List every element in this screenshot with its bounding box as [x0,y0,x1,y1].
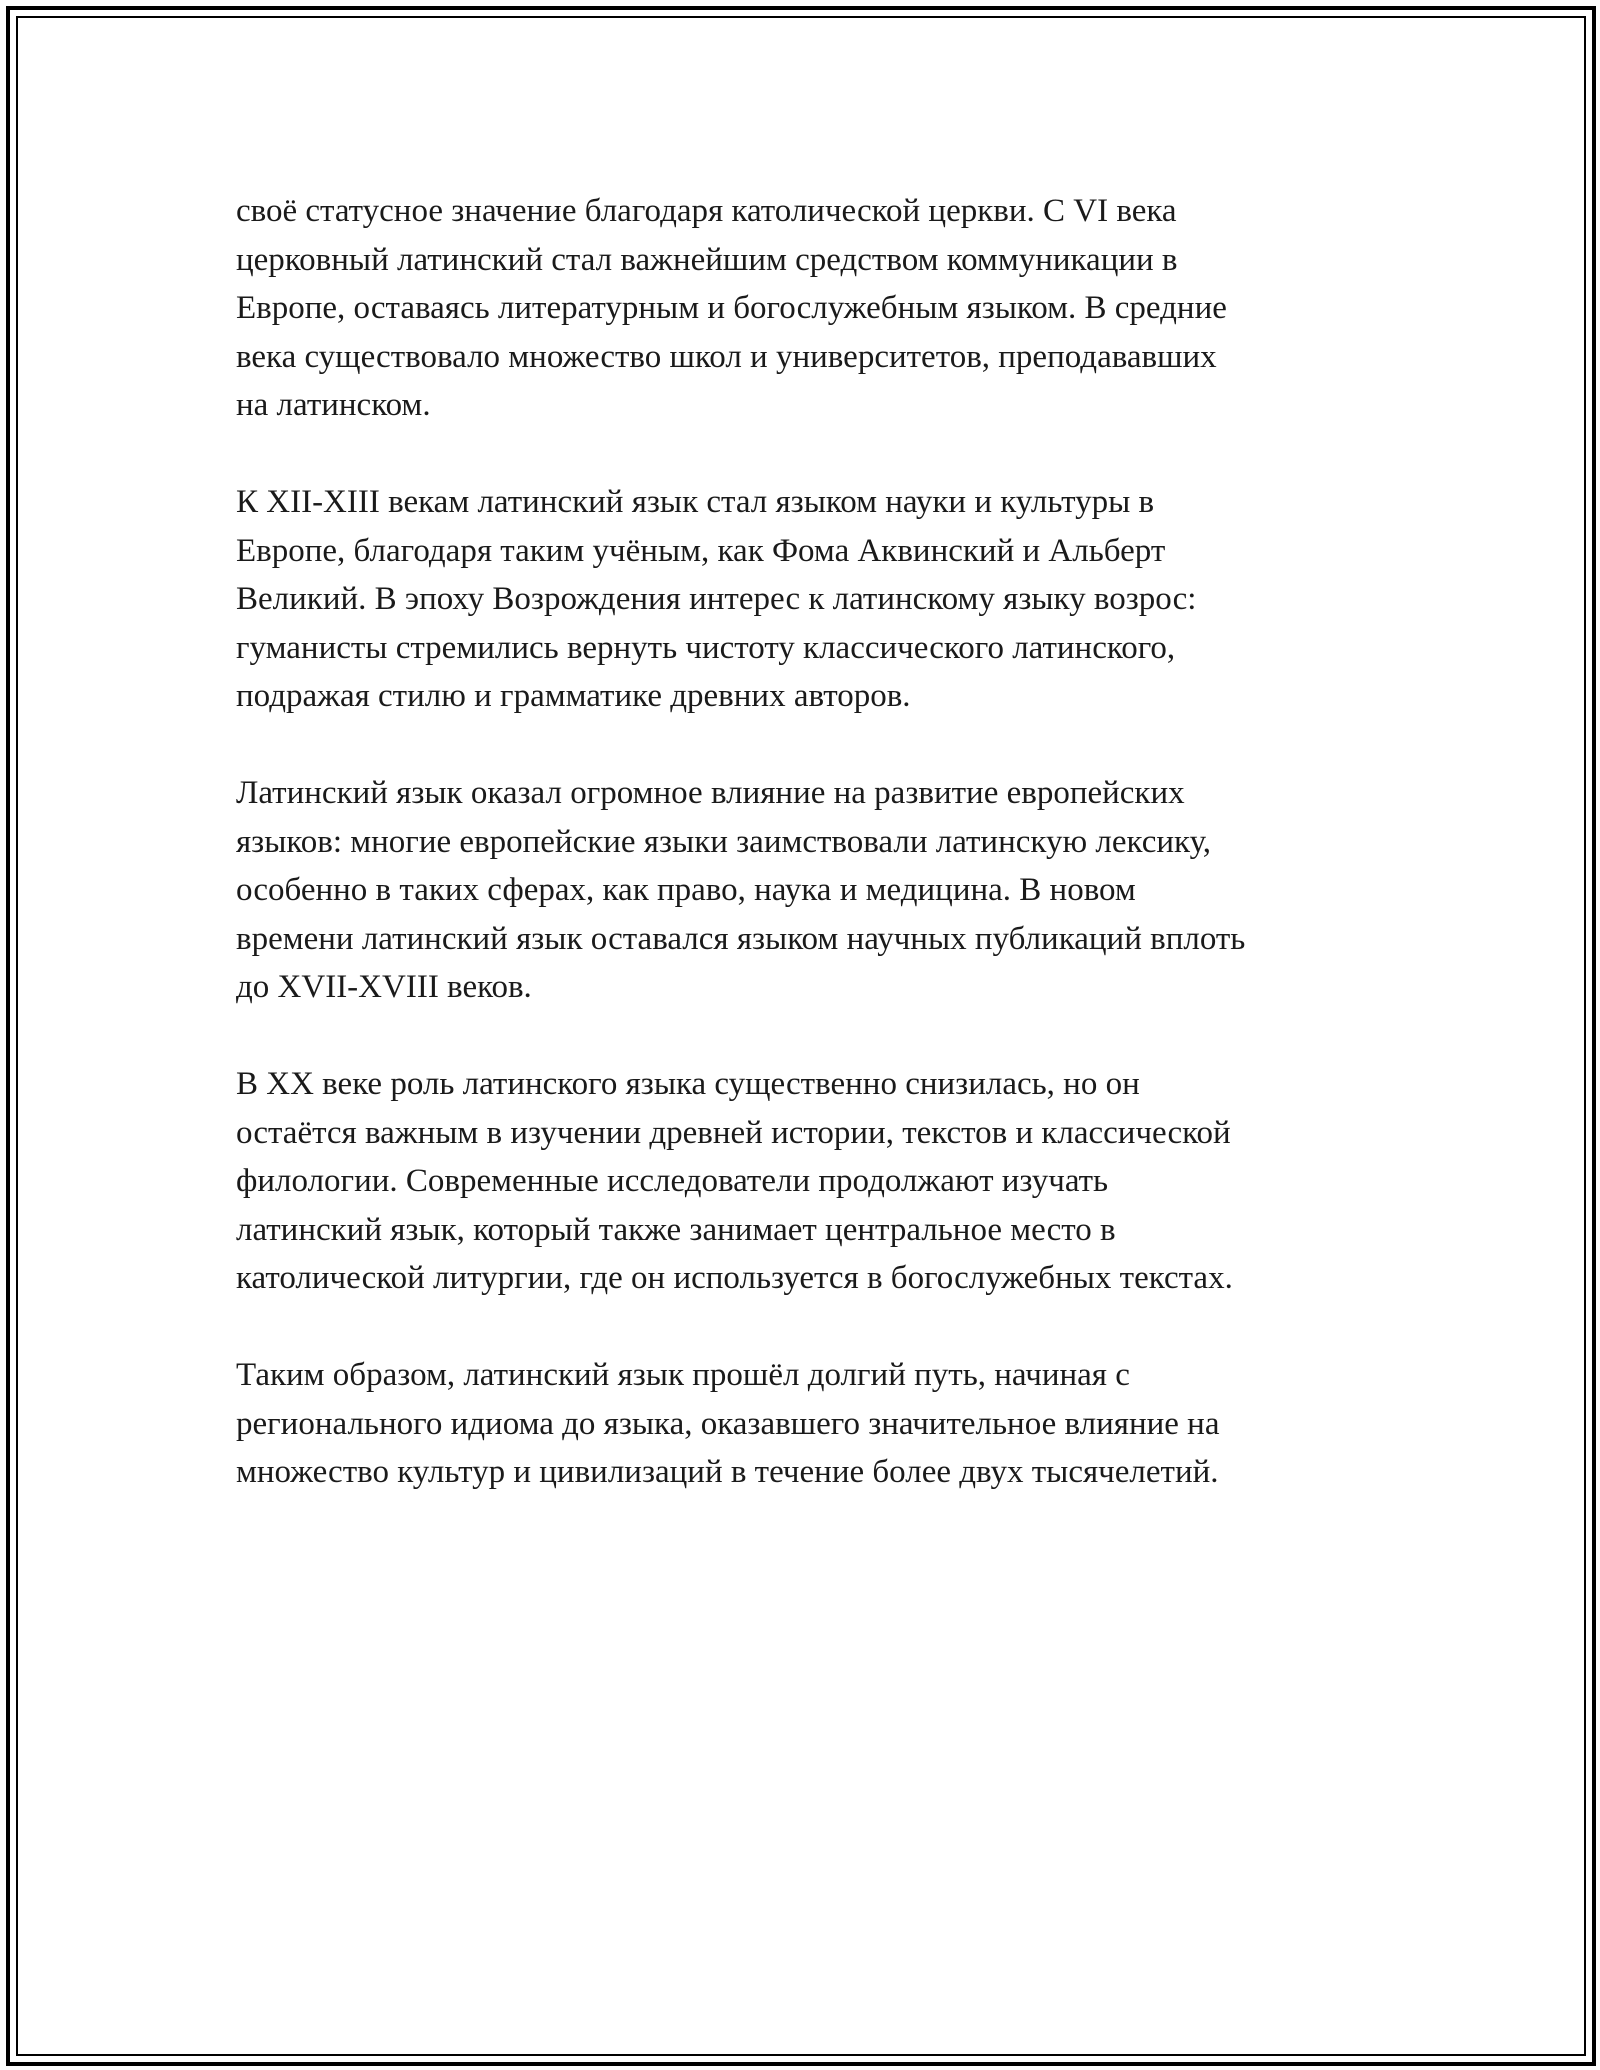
paragraph-line: остаётся важным в изучении древней истории, текстов и классической [236,1114,1231,1151]
paragraph-line: Европе, благодаря таким учёным, как Фома Аквинский и Альберт [236,532,1166,569]
paragraph-line: века существовало множество школ и университетов, преподававших [236,338,1217,375]
paragraph-line: К XII-XIII векам латинский язык стал языком науки и культуры в [236,484,1155,520]
paragraph-1 [236,187,1386,430]
paragraph-line: времени латинский язык оставался языком научных публикаций вплоть [236,920,1246,957]
paragraph-line: филологии. Современные исследователи продолжают изучать [236,1163,1109,1199]
paragraph-5 [236,1351,1386,1497]
paragraph-line: регионального идиома до языка, оказавшего значительное влияние на [236,1405,1220,1442]
paragraph-4 [236,1060,1386,1303]
paragraph-line: множество культур и цивилизаций в течение более двух тысячелетий. [236,1454,1219,1490]
paragraph-line: своё статусное значение благодаря католической церкви. С VI века [236,193,1177,229]
paragraph-line: Великий. В эпоху Возрождения интерес к латинскому языку возрос: [236,581,1197,617]
paragraph-2 [236,478,1386,721]
paragraph-line: католической литургии, где он используется в богослужебных текстах. [236,1260,1233,1296]
paragraph-line: Латинский язык оказал огромное влияние на развитие европейских [236,775,1185,811]
paragraph-3 [236,769,1386,1012]
document-body [236,187,1386,1545]
paragraph-line: церковный латинский стал важнейшим средством коммуникации в [236,241,1178,278]
paragraph-line: особенно в таких сферах, как право, наука и медицина. В новом [236,872,1136,908]
paragraph-line: Таким образом, латинский язык прошёл долгий путь, начиная с [236,1357,1130,1393]
paragraph-line: Европе, оставаясь литературным и богослужебным языком. В средние [236,290,1227,326]
paragraph-line: на латинском. [236,387,431,423]
paragraph-line: до XVII-XVIII веков. [236,969,532,1005]
paragraph-line: В XX веке роль латинского языка существенно снизилась, но он [236,1066,1140,1102]
paragraph-line: латинский язык, который также занимает центральное место в [236,1211,1116,1248]
paragraph-line: гуманисты стремились вернуть чистоту классического латинского, [236,629,1176,666]
paragraph-line: языков: многие европейские языки заимствовали латинскую лексику, [236,823,1212,860]
paragraph-line: подражая стилю и грамматике древних авторов. [236,678,911,714]
